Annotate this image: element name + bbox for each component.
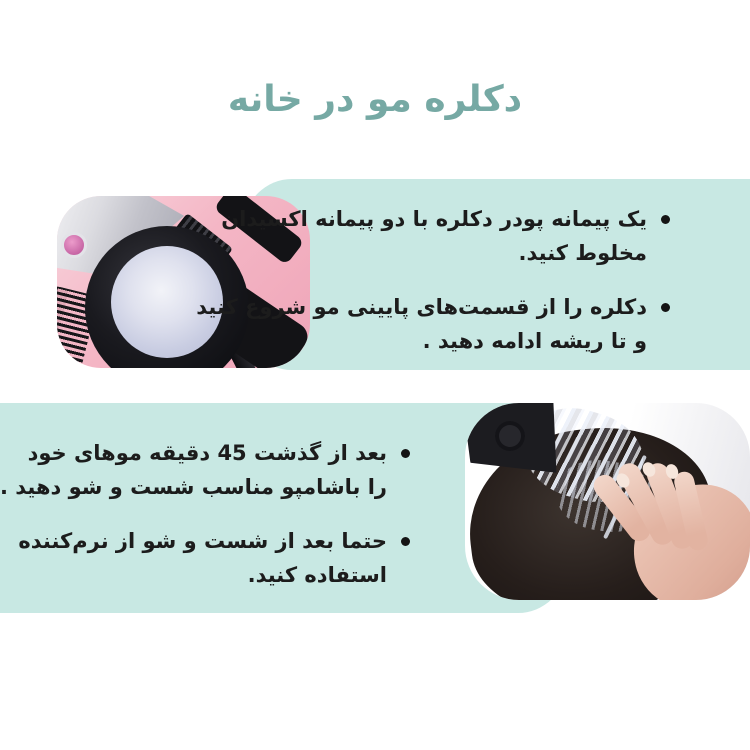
bullet-text: [0, 436, 387, 504]
bullet-icon: [401, 449, 410, 458]
list-item: [221, 202, 670, 270]
bullet-line: و تا ریشه ادامه دهید .: [422, 329, 647, 353]
bullet-icon: [401, 537, 410, 546]
bullet-line: مخلوط کنید.: [518, 241, 647, 265]
list-item: [0, 436, 410, 504]
bullet-line: را باشامپو مناسب شست و شو دهید .: [0, 475, 387, 499]
bullet-list-top: [196, 202, 670, 378]
bullet-list-bottom: [0, 436, 410, 612]
bullet-icon: [661, 303, 670, 312]
bullet-line: یک پیمانه پودر دکلره با دو پیمانه اکسیدان: [221, 207, 647, 231]
bullet-text: [18, 524, 387, 592]
applicator-detail-shape: [495, 421, 525, 451]
list-item: [18, 524, 410, 592]
bullet-icon: [661, 215, 670, 224]
bullet-line: استفاده کنید.: [247, 563, 387, 587]
bullet-line: بعد از گذشت 45 دقیقه موهای خود: [27, 441, 387, 465]
bullet-text: [196, 290, 647, 358]
bullet-line: دکلره را از قسمت‌های پایینی مو شروع کنید: [196, 295, 647, 319]
bullet-text: [221, 202, 647, 270]
hair-bleaching-photo: [465, 403, 750, 600]
page-title: دکلره مو در خانه: [227, 79, 523, 120]
list-item: [196, 290, 670, 358]
foil-circle-shape: [61, 232, 87, 258]
bullet-line: حتما بعد از شست و شو از نرم‌کننده: [18, 529, 387, 553]
